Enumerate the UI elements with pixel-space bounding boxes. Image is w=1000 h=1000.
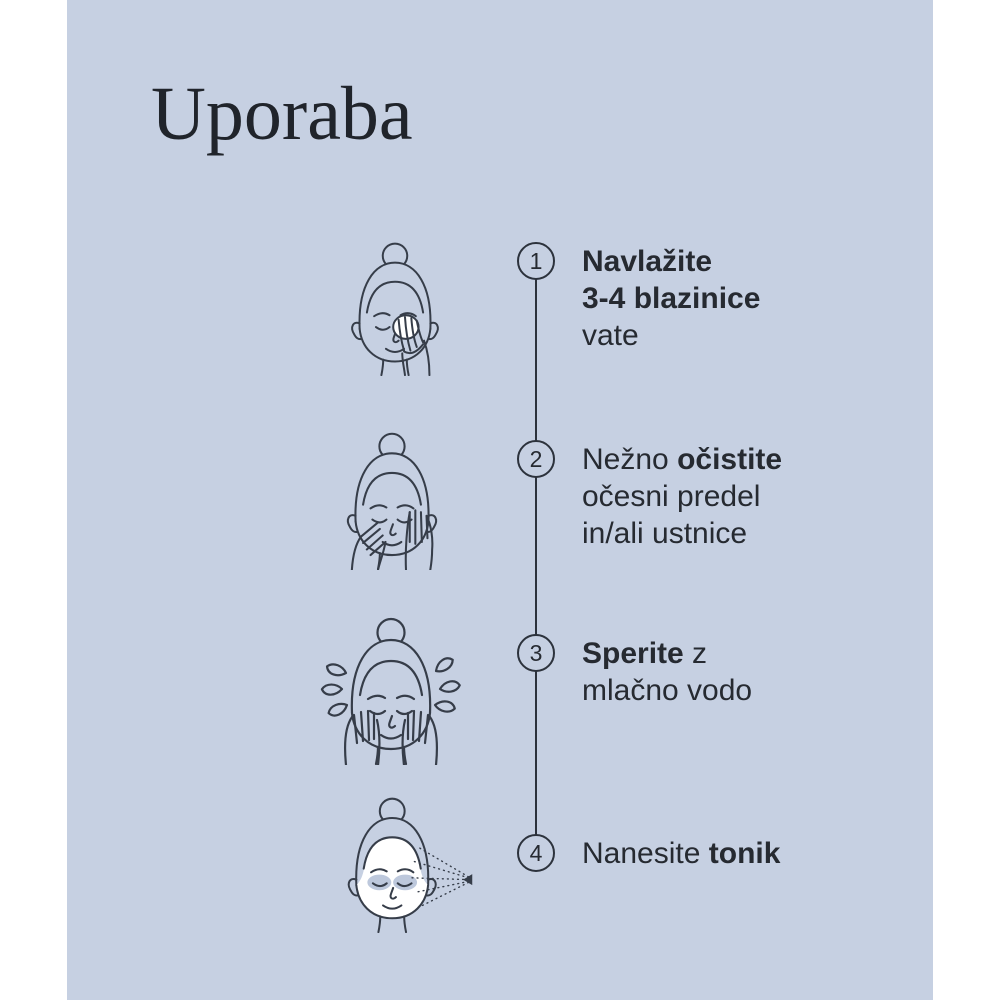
step-text-line: vate: [582, 319, 639, 352]
step-2-number-badge: [517, 440, 555, 478]
step-number: 2: [529, 445, 543, 472]
page-title: Uporaba: [151, 72, 413, 156]
step-text-line: Nanesite tonik: [582, 837, 781, 870]
instruction-panel: [67, 0, 933, 1000]
step-connector-line: [535, 261, 537, 853]
step-1-illustration-cotton-pad-icon: [327, 240, 463, 376]
step-4-number-badge: [517, 834, 555, 872]
step-3-number-badge: [517, 634, 555, 672]
step-text-line: Sperite z: [582, 637, 708, 670]
step-text-line: očesni predel: [582, 480, 761, 513]
step-number: 4: [529, 839, 543, 866]
step-text-line: Navlažite: [582, 245, 713, 278]
step-text-line: mlačno vodo: [582, 674, 753, 707]
step-3-illustration-water-splash-icon: [316, 615, 466, 765]
step-1-number-badge: [517, 242, 555, 280]
step-text-line: 3-4 blazinice: [582, 282, 761, 315]
step-text-line: Nežno očistite: [582, 443, 783, 476]
step-number: 3: [529, 639, 543, 666]
step-4-text: [582, 835, 932, 872]
step-2-text: [582, 441, 932, 552]
step-1-text: [582, 243, 932, 354]
step-2-illustration-hands-cleansing-icon: [322, 430, 462, 570]
step-text-line: in/ali ustnice: [582, 517, 748, 550]
step-number: 1: [529, 247, 543, 274]
step-3-text: [582, 635, 932, 709]
step-4-illustration-toner-spray-icon: [323, 795, 478, 933]
